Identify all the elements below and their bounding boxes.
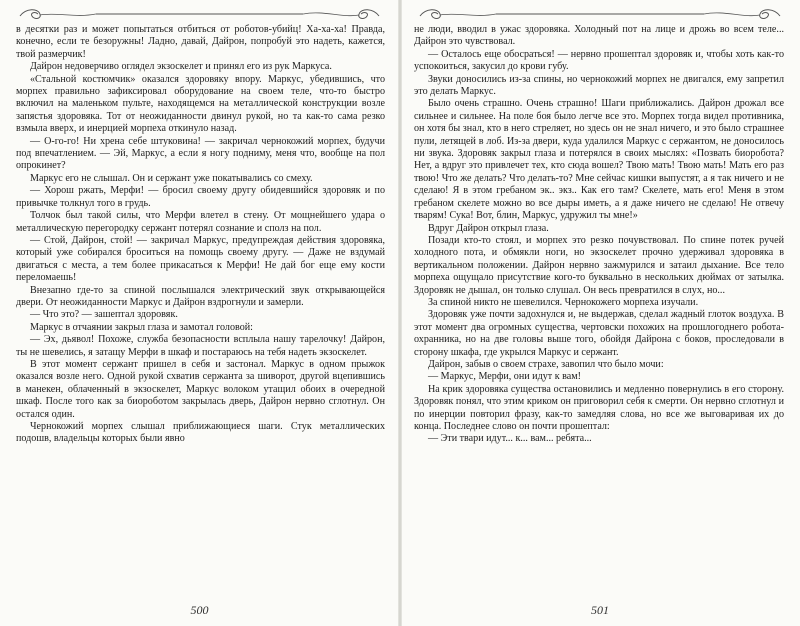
paragraph: Внезапно где-то за спиной послышался электрический звук открывающейся двери. От неожиданности Маркус и Дайрон вздрогнули и замерли. — [16, 284, 385, 308]
paragraph: — Что это? — зашептал здоровяк. — [30, 309, 178, 321]
header-ornament-left — [16, 6, 383, 22]
paragraph: Маркус в отчаянии закрыл глаза и замотал головой: — [30, 321, 253, 333]
paragraph: «Стальной костюмчик» оказался здоровяку впору. Маркус, убедившись, что морпех правильно зафиксировал оборудование на своем теле, что-то быстро включил на маленьком пульте, находящемся на металлической конструкции возле запястья здоровяка. Тот от неожиданности двинул рукой, но та как-то сама резко взмыла вверх, и инерцией морпеха откинуло назад. — [16, 73, 385, 135]
scroll-flourish-ornament-icon — [416, 6, 784, 22]
paragraph: не люди, вводил в ужас здоровяка. Холодный пот на лице и дрожь во всем теле... Дайрон это чувствовал. — [414, 24, 784, 48]
paragraph: — Маркус, Мерфи, они идут к вам! — [428, 371, 581, 383]
paragraph: Было очень страшно. Очень страшно! Шаги приближались. Дайрон дрожал все сильнее и сильнее. На поле боя было легче все это. Морпех тогда видел противника, он хотя бы знал, кто в него стреляет, но здесь он не знал ничего, и это было страшнее пули, летящей в лоб. Из-за двери, куда удалился Маркус с сержантом, не доносилось ни звука. Здоровяк закрыл глаза и потерялся в своих мыслях: «Позвать биоробота? Нет, а вдруг это привлечет тех, кто сюда вошел? Твою мать! Твою мать! Мать его раз твою! Что же делать? Что делать-то? Мне сейчас кишки выпустят, а я так ничего и не сделаю! Я в этом гребаном эк.. экз.. Как его там? Скелете, мать его! Меня в этом гребаном скелете можно во все дыры иметь, а я даже ничего не сделаю! Не отвечу тварям! Сука! Вот, блин, Маркус, удружил ты мне!» — [414, 98, 784, 222]
scroll-flourish-ornament-icon — [16, 6, 383, 22]
paragraph: Чернокожий морпех слышал приближающиеся шаги. Стук металлических подошв, владельцы которых были явно — [16, 421, 385, 445]
paragraph: — Эх, дьявол! Похоже, служба безопасности всплыла нашу тарелочку! Дайрон, ты не шевелись, я затащу Мерфи в шкаф и постараюсь на тебя надеть экзоскелет. — [16, 334, 385, 358]
paragraph: Дайрон недоверчиво оглядел экзоскелет и принял его из рук Маркуса. — [30, 61, 332, 73]
paragraph: — Эти твари идут... к... вам... ребята... — [428, 433, 592, 445]
page-number-right: 501 — [591, 603, 609, 617]
paragraph: — О-го-го! Ни хрена себе штуковина! — закричал чернокожий морпех, будучи под впечатлением. — Эй, Маркус, а если я ногу подниму, меня что, вообще на пол опрокинет? — [16, 135, 385, 172]
paragraph: На крик здоровяка существа остановились и медленно повернулись в его сторону. Здоровяк понял, что этим криком он приговорил себя к смерти. Он нервно сглотнул и по инерции повторил фразу, как-то замедляя слова, но все же выговаривая их до конца. Последнее слово он почти прошептал: — [414, 383, 784, 432]
book-gutter — [398, 0, 402, 626]
paragraph: В этот момент сержант пришел в себя и застонал. Маркус в одном прыжок оказался возле него. Одной рукой схватив сержанта за шиворот, другой вцепившись в манекен, облаченный в экзоскелет, Маркус волоком утащил обоих в очередной шкаф. После того как за биороботом закрылась дверь, Дайрон нервно сглотнул. Он остался один. — [16, 358, 385, 420]
paragraph: Позади кто-то стоял, и морпех это резко почувствовал. По спине потек ручей холодного пота, и обмякли ноги, но экзоскелет прочно удерживал здоровяка в вертикальном положении. Дайрон нервно зажмурился и затаил дыхание. Все тело морпеха ощущало присутствие кого-то буквально в нескольких дюймах от затылка. Здоровяк не дышал, он только слушал. Он весь превратился в слух, но... — [414, 234, 784, 296]
paragraph: — Осталось еще обосраться! — нервно прошептал здоровяк и, чтобы хоть как-то успокоиться, закусил до крови губу. — [414, 48, 784, 73]
paragraph: Маркус его не слышал. Он и сержант уже покатывались со смеху. — [30, 172, 313, 184]
header-ornament-right — [416, 6, 784, 22]
paragraph: За спиной никто не шевелился. Чернокожего морпеха изучали. — [428, 296, 699, 308]
paragraph: Вдруг Дайрон открыл глаза. — [428, 222, 549, 234]
right-page-body — [414, 24, 784, 596]
paragraph: в десятки раз и может попытаться отбиться от роботов-убийц! Ха-ха-ха! Правда, конечно, если те безоружны! Ладно, давай, Дайрон, попробуй это надеть, кажется, твой размерчик! — [16, 24, 385, 60]
paragraph: Толчок был такой силы, что Мерфи влетел в стену. От мощнейшего удара о металлическую перегородку сержант потерял сознание и сполз на пол. — [16, 210, 385, 234]
paragraph: Здоровяк уже почти задохнулся и, не выдержав, сделал жадный глоток воздуха. В этот момент два огромных существа, чертовски похожих на прошлогоднего робота-охранника, но на две головы выше того, обойдя Дайрона с боков, проследовали в сторону шкафа, где укрылся Маркус и сержант. — [414, 309, 784, 358]
paragraph: Звуки доносились из-за спины, но чернокожий морпех не двигался, ему запретил это делать Маркус. — [414, 73, 784, 98]
page-number-left: 500 — [190, 603, 209, 617]
paragraph: Дайрон, забыв о своем страхе, завопил что было мочи: — [428, 358, 664, 370]
paragraph: — Хорош ржать, Мерфи! — бросил своему другу обидевшийся здоровяк и по привычке толкнул того в грудь. — [16, 185, 385, 209]
paragraph: — Стой, Дайрон, стой! — закричал Маркус, предупреждая действия здоровяка, который уже собирался броситься на помощь своему другу. — Даже не вздумай двигаться с места, а тем более прикасаться к Мерфи! Не дай бог еще ему кости переломаешь! — [16, 234, 385, 284]
left-page-body — [16, 24, 385, 596]
right-page — [400, 0, 800, 626]
